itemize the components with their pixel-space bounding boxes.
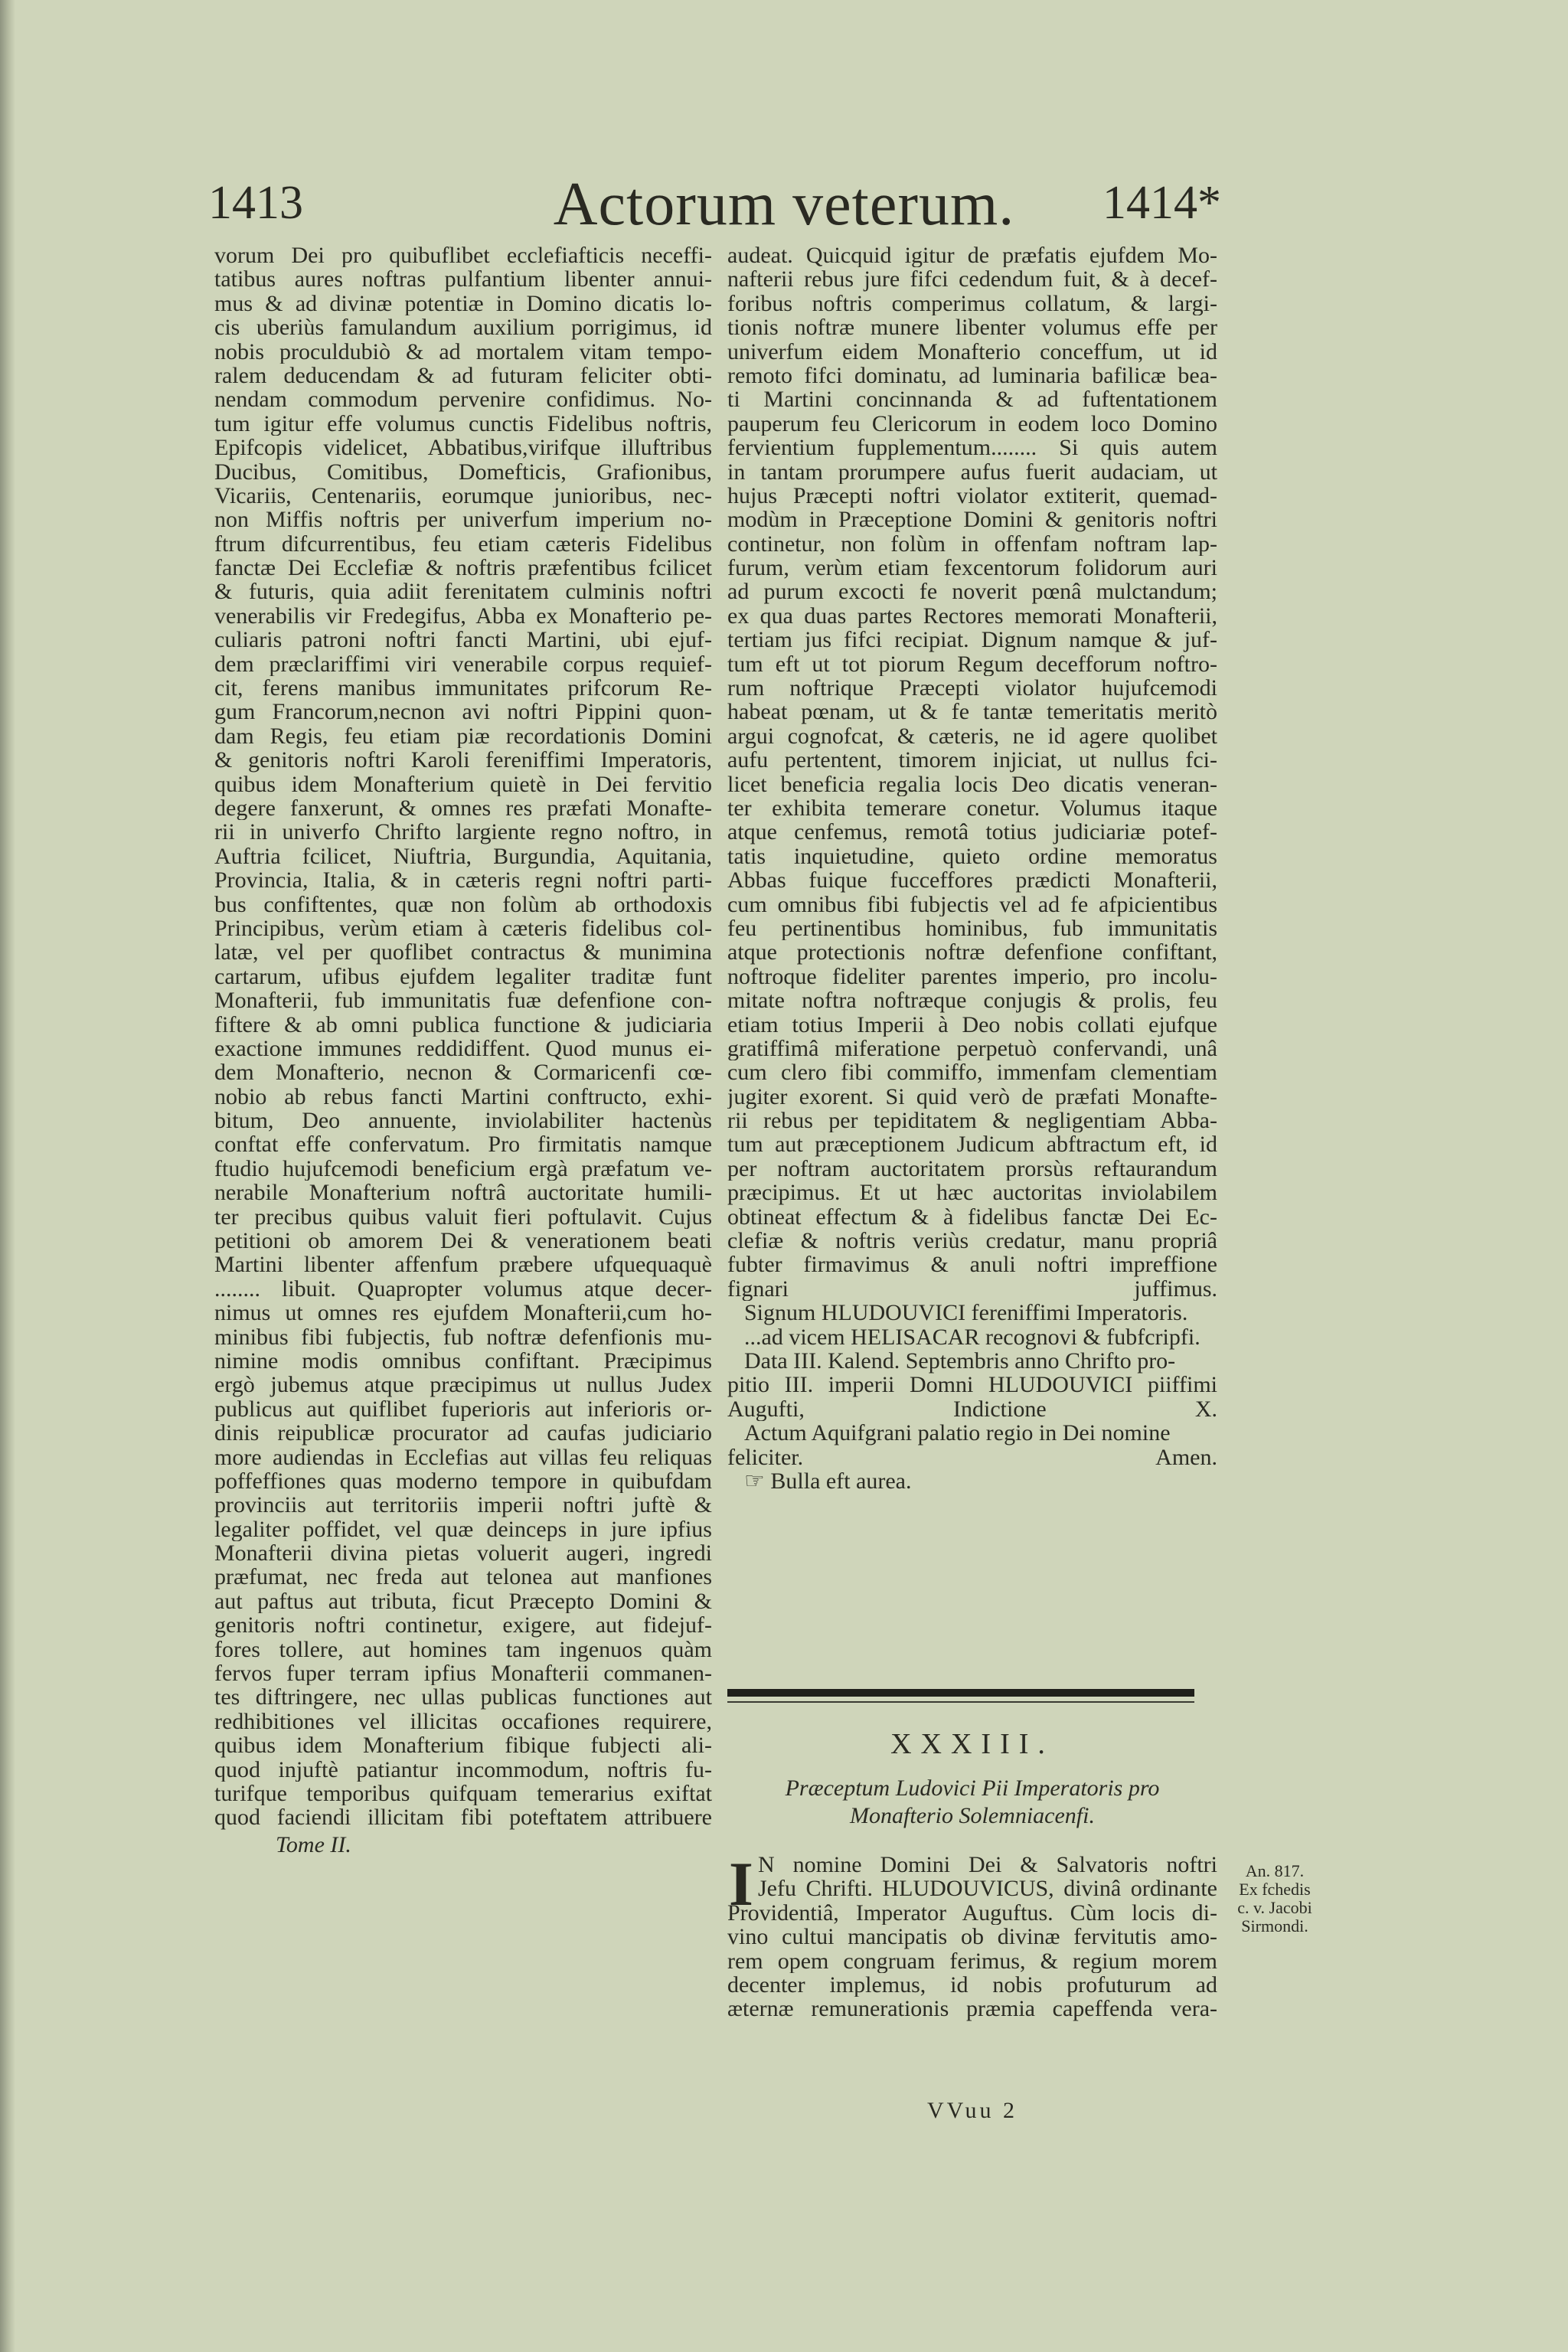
left-column-line: dam Regis, feu etiam piæ recordationis Domini bbox=[214, 724, 712, 749]
intro-line: N nomine Domini Dei & Salvatoris noftri bbox=[758, 1853, 1217, 1877]
right-column-line: univerfum eidem Monafterio conceffum, ut id bbox=[727, 339, 1217, 364]
left-column-line: quibus idem Monafterium quietè in Dei fervitio bbox=[214, 772, 712, 796]
left-column-line: vorum Dei pro quibuflibet ecclefiafticis neceffi- bbox=[214, 243, 712, 268]
right-column-line: ter exhibita temerare conetur. Volumus itaque bbox=[727, 795, 1217, 821]
left-column-line: nobis proculdubiò & ad mortalem vitam tempo- bbox=[214, 339, 712, 364]
section-number: XXXIII. bbox=[890, 1728, 1054, 1760]
closing-line: ☞ Bulla eft aurea. bbox=[744, 1468, 912, 1494]
right-column-line: Abbas fuique fucceffores prædicti Monafterii, bbox=[727, 868, 1217, 893]
right-column-line: gratiffimâ miferatione perpetuò confervandi, unâ bbox=[727, 1036, 1217, 1061]
right-column-line: ad purum excocti fe noverit pœnâ mulctandum; bbox=[727, 580, 1217, 604]
page-number-right: 1414* bbox=[1102, 177, 1221, 229]
right-column-line: fubter firmavimus & anuli noftri impreffione bbox=[727, 1253, 1217, 1277]
right-column-line: ti Martini concinnanda & ad fuftentationem bbox=[727, 387, 1217, 412]
left-column-line: nerabile Monafterium noftrâ auctoritate humili- bbox=[214, 1181, 712, 1205]
right-column-line: etiam totius Imperii à Deo nobis collati ejufque bbox=[727, 1012, 1217, 1037]
right-column-line: fervientium fupplementum........ Si quis autem bbox=[727, 436, 1217, 460]
closing-line: Actum Aquifgrani palatio regio in Dei nomine bbox=[744, 1420, 1171, 1446]
left-column-line: bitum, Deo annuente, inviolabiliter hactenùs bbox=[214, 1109, 712, 1133]
closing-line: Data III. Kalend. Septembris anno Chrifto pro- bbox=[744, 1348, 1176, 1374]
left-column-line: culiaris patroni noftri fancti Martini, ubi ejuf- bbox=[214, 628, 712, 652]
right-column-line: ex qua duas partes Rectores memorati Monafterii, bbox=[727, 603, 1217, 629]
left-column-line: more audiendas in Ecclefias aut villas feu reliquas bbox=[214, 1445, 712, 1469]
right-column-line: atque protectionis noftræ defenfione confiftant, bbox=[727, 940, 1217, 965]
left-column-line: tatibus aures noftras pulfantium libenter annui- bbox=[214, 267, 712, 292]
closing-line: Signum HLUDOUVICI fereniffimi Imperatoris. bbox=[744, 1300, 1188, 1326]
right-column-line: clefiæ & noftris veriùs credatur, manu propriâ bbox=[727, 1229, 1217, 1253]
left-column-line: Ducibus, Comitibus, Domefticis, Grafionibus, bbox=[214, 459, 712, 484]
closing-line: feliciter. Amen. bbox=[727, 1445, 1217, 1469]
left-column-line: gum Francorum,necnon avi noftri Pippini quon- bbox=[214, 700, 712, 724]
section-rule-thick bbox=[727, 1689, 1194, 1697]
closing-line: Augufti, Indictione X. bbox=[727, 1396, 1217, 1422]
left-column-line: exactione immunes reddidiffent. Quod munus ei- bbox=[214, 1036, 712, 1061]
intro-line: decenter implemus, id nobis profuturum ad bbox=[727, 1972, 1217, 1998]
left-column-line: petitioni ob amorem Dei & venerationem beati bbox=[214, 1229, 712, 1253]
left-column-line: Vicariis, Centenariis, eorumque junioribus, nec- bbox=[214, 483, 712, 508]
left-column-line: degere fanxerunt, & omnes res præfati Monafte- bbox=[214, 795, 712, 821]
left-column-line: Monafterii divina pietas voluerit augeri, ingredi bbox=[214, 1541, 712, 1566]
right-column-line: cum omnibus fibi fubjectis vel ad fe afpicientibus bbox=[727, 892, 1217, 916]
left-column-line: dem præclariffimi viri venerabile corpus requief- bbox=[214, 652, 712, 677]
right-column-line: tionis noftræ munere libenter volumus effe per bbox=[727, 315, 1217, 340]
left-column-line: publicus aut quiflibet fuperioris aut inferioris or- bbox=[214, 1396, 712, 1422]
right-column-line: hujus Præcepti noftri violator extiterit, quemad- bbox=[727, 483, 1217, 508]
right-column-line: continetur, non folùm in offenfam noftram lap- bbox=[727, 531, 1217, 557]
intro-line: Jefu Chrifti. HLUDOUVICUS, divinâ ordinante bbox=[758, 1877, 1217, 1901]
intro-line: Providentiâ, Imperator Auguftus. Cùm locis di- bbox=[727, 1900, 1217, 1926]
tome-label: Tome II. bbox=[276, 1831, 351, 1857]
left-column-line: rii in univerfo Chrifto largiente regno noftro, in bbox=[214, 820, 712, 844]
right-column-line: fignari juffimus. bbox=[727, 1276, 1217, 1302]
left-column-line: venerabilis vir Fredegifus, Abba ex Monafterio pe- bbox=[214, 603, 712, 629]
right-column-line: pauperum feu Clericorum in eodem loco Domino bbox=[727, 411, 1217, 436]
right-column-line: aufu pertentent, timorem injiciat, ut nullus fci- bbox=[727, 748, 1217, 773]
page-title: Actorum veterum. bbox=[553, 171, 1015, 238]
left-column-line: ralem deducendam & ad futuram feliciter obti- bbox=[214, 363, 712, 388]
left-column bbox=[214, 243, 712, 1857]
left-column-line: mus & ad divinæ potentiæ in Domino dicatis lo- bbox=[214, 291, 712, 316]
right-column-line: mitate noftra noftræque conjugis & prolis, feu bbox=[727, 988, 1217, 1013]
left-column-line: Monafterii, fub immunitatis fuæ defenfione con- bbox=[214, 988, 712, 1013]
section-title-line-1: Præceptum Ludovici Pii Imperatoris pro bbox=[785, 1775, 1160, 1801]
left-column-line: conftat effe confervatum. Pro firmitatis namque bbox=[214, 1132, 712, 1157]
page-binding-edge bbox=[0, 0, 15, 2352]
closing-line: pitio III. imperii Domni HLUDOUVICI piiffimi bbox=[727, 1373, 1217, 1397]
left-column-line: Provincia, Italia, & in cæteris regni noftri parti- bbox=[214, 868, 712, 893]
right-column-line: præcipimus. Et ut hæc auctoritas inviolabilem bbox=[727, 1181, 1217, 1205]
page-number-left: 1413 bbox=[208, 177, 303, 229]
right-column-line: rii rebus per tepiditatem & negligentiam Abba- bbox=[727, 1109, 1217, 1133]
left-column-line: Principibus, verùm etiam à cæteris fidelibus col- bbox=[214, 916, 712, 941]
drop-cap: I bbox=[729, 1849, 753, 1919]
left-column-line: fores tollere, aut homines tam ingenuos quàm bbox=[214, 1637, 712, 1662]
right-column-line: audeat. Quicquid igitur de præfatis ejufdem Mo- bbox=[727, 243, 1217, 268]
left-column-line: fanctæ Dei Ecclefiæ & noftris præfentibus fcilicet bbox=[214, 556, 712, 580]
right-column-line: atque cenfemus, remotâ totius judiciariæ potef- bbox=[727, 820, 1217, 844]
left-column-line: turifque temporibus quifquam temerarius exiftat bbox=[214, 1782, 712, 1806]
left-column-line: nendam commodum pervenire confidimus. No- bbox=[214, 387, 712, 412]
right-column-line: foribus noftris comperimus collatum, & largi- bbox=[727, 291, 1217, 316]
margin-note-line: c. v. Jacobi bbox=[1237, 1898, 1312, 1917]
left-column-line: genitoris noftri continetur, exigere, aut fidejuf- bbox=[214, 1613, 712, 1638]
left-column-line: fervos fuper terram ipfius Monafterii commanen- bbox=[214, 1661, 712, 1686]
section-intro bbox=[727, 1849, 1217, 2021]
right-column-line: tum aut præceptionem Judicum abftractum eft, id bbox=[727, 1132, 1217, 1157]
section-title-line-2: Monafterio Solemniacenfi. bbox=[850, 1803, 1095, 1828]
margin-note-line: Ex fchedis bbox=[1239, 1880, 1311, 1899]
left-column-line: aut paftus aut tributa, ficut Præcepto Domini & bbox=[214, 1589, 712, 1614]
left-column-line: minibus fibi fubjectis, fub noftræ defenfionis mu- bbox=[214, 1325, 712, 1349]
left-column-line: ftrum difcurrentibus, feu etiam cæteris Fidelibus bbox=[214, 531, 712, 557]
left-column-line: & genitoris noftri Karoli fereniffimi Imperatoris, bbox=[214, 748, 712, 773]
left-column-line: quod faciendi illicitam fibi poteftatem attribuere bbox=[214, 1805, 712, 1830]
right-column-line: cum clero fibi commiffo, immenfam clementiam bbox=[727, 1060, 1217, 1085]
right-column-line: in tantam prorumpere aufus fuerit audaciam, ut bbox=[727, 459, 1217, 484]
left-column-line: quibus idem Monafterium fibique fubjecti ali- bbox=[214, 1733, 712, 1758]
right-column-line: habeat pœnam, ut & fe tantæ temeritatis meritò bbox=[727, 700, 1217, 724]
right-column-line: tatis inquietudine, quieto ordine memoratus bbox=[727, 844, 1217, 869]
right-column-line: tertiam jus fifci recipiat. Dignum namque & juf- bbox=[727, 628, 1217, 652]
intro-line: æternæ remunerationis præmia capeffenda vera- bbox=[727, 1997, 1217, 2021]
running-head bbox=[0, 170, 1568, 239]
left-column-line: tes diftringere, nec ullas publicas functiones aut bbox=[214, 1685, 712, 1710]
left-column-line: cis uberiùs famulandum auxilium porrigimus, id bbox=[214, 315, 712, 340]
left-column-line: ter precibus quibus valuit fieri poftulavit. Cujus bbox=[214, 1204, 712, 1230]
left-column-line: nobio ab rebus fancti Martini conftructo, exhi- bbox=[214, 1084, 712, 1109]
left-column-line: præfumat, nec freda aut telonea aut manfiones bbox=[214, 1565, 712, 1589]
intro-line: rem opem congruam ferimus, & regium morem bbox=[727, 1949, 1217, 1973]
section-rule-thin bbox=[727, 1701, 1194, 1703]
right-column-line: jugiter exorent. Si quid verò de præfati Monafte- bbox=[727, 1084, 1217, 1109]
left-column-line: nimine modis omnibus confiftant. Præcipimus bbox=[214, 1348, 712, 1374]
left-column-line: quod injuftè patiantur incommodum, noftris fu- bbox=[214, 1757, 712, 1782]
right-column-line: furum, verùm etiam fexcentorum folidorum auri bbox=[727, 556, 1217, 580]
signature-mark: VVuu 2 bbox=[926, 2098, 1018, 2123]
left-column-line: tum igitur effe volumus cunctis Fidelibus noftris, bbox=[214, 411, 712, 436]
right-column-line: tum eft ut tot piorum Regum decefforum noftro- bbox=[727, 652, 1217, 677]
left-column-line: ergò jubemus atque præcipimus ut nullus Judex bbox=[214, 1373, 712, 1397]
right-column-line: noftroque fideliter parentes imperio, pro incolu- bbox=[727, 964, 1217, 989]
left-column-line: Martini libenter affenfum præbere ufquequaquè bbox=[214, 1253, 712, 1277]
left-column-line: fiftere & ab omni publica functione & judiciaria bbox=[214, 1012, 712, 1037]
left-column-line: poffeffiones quas moderno tempore in quibufdam bbox=[214, 1468, 712, 1494]
left-column-line: Epifcopis videlicet, Abbatibus,virifque illuftribus bbox=[214, 436, 712, 460]
section-title bbox=[727, 1775, 1217, 1830]
right-column-line: licet beneficia regalia locis Deo dicatis veneran- bbox=[727, 772, 1217, 796]
intro-line: vino cultui mancipatis ob divinæ fervitutis amo- bbox=[727, 1925, 1217, 1949]
right-column-line: nafterii rebus jure fifci cedendum fuit, & à decef- bbox=[727, 267, 1217, 292]
right-column-line: modùm in Præceptione Domini & genitoris noftri bbox=[727, 508, 1217, 532]
right-column-line: rum noftrique Præcepti violator hujufcemodi bbox=[727, 676, 1217, 701]
closing-line: ...ad vicem HELISACAR recognovi & fubfcripfi. bbox=[744, 1324, 1200, 1350]
right-column-line: feu pertinentibus hominibus, fub immunitatis bbox=[727, 916, 1217, 941]
left-column-line: & futuris, quia adiit ferenitatem culminis noftri bbox=[214, 580, 712, 604]
left-column-line: Auftria fcilicet, Niuftria, Burgundia, Aquitania, bbox=[214, 844, 712, 869]
left-column-line: dinis reipublicæ procurator ad caufas judiciario bbox=[214, 1421, 712, 1446]
left-column-line: nimus ut omnes res ejufdem Monafterii,cum ho- bbox=[214, 1301, 712, 1325]
right-column bbox=[727, 243, 1217, 1493]
margin-note-line: Sirmondi. bbox=[1241, 1916, 1308, 1936]
left-column-line: non Miffis noftris per univerfum imperium no- bbox=[214, 508, 712, 532]
left-column-line: dem Monafterio, necnon & Cormaricenfi cœ- bbox=[214, 1060, 712, 1085]
left-column-line: latæ, vel per quoflibet contractus & munimina bbox=[214, 940, 712, 965]
right-column-line: obtineat effectum & à fidelibus fanctæ Dei Ec- bbox=[727, 1204, 1217, 1230]
left-column-line: ........ libuit. Quapropter volumus atque decer- bbox=[214, 1276, 712, 1302]
margin-note-line: An. 817. bbox=[1245, 1861, 1305, 1880]
left-column-line: redhibitiones vel illicitas occafiones requirere, bbox=[214, 1709, 712, 1734]
left-column-line: bus confiftentes, quæ non folùm ab orthodoxis bbox=[214, 892, 712, 916]
left-column-line: cit, ferens manibus immunitates prifcorum Re- bbox=[214, 676, 712, 701]
right-column-line: argui cognofcat, & cæteris, ne id agere quolibet bbox=[727, 724, 1217, 749]
left-column-line: provinciis aut territoriis imperii noftri juftè & bbox=[214, 1493, 712, 1517]
left-column-line: legaliter poffidet, vel quæ deinceps in jure ipfius bbox=[214, 1517, 712, 1542]
left-column-line: ftudio hujufcemodi beneficium ergà præfatum ve- bbox=[214, 1156, 712, 1181]
right-column-line: per noftram auctoritatem prorsùs reftaurandum bbox=[727, 1156, 1217, 1181]
margin-note bbox=[1225, 1862, 1325, 1936]
right-column-line: remoto fifci dominatu, ad luminaria bafilicæ bea- bbox=[727, 363, 1217, 388]
left-column-line: cartarum, ufibus ejufdem legaliter traditæ funt bbox=[214, 964, 712, 989]
